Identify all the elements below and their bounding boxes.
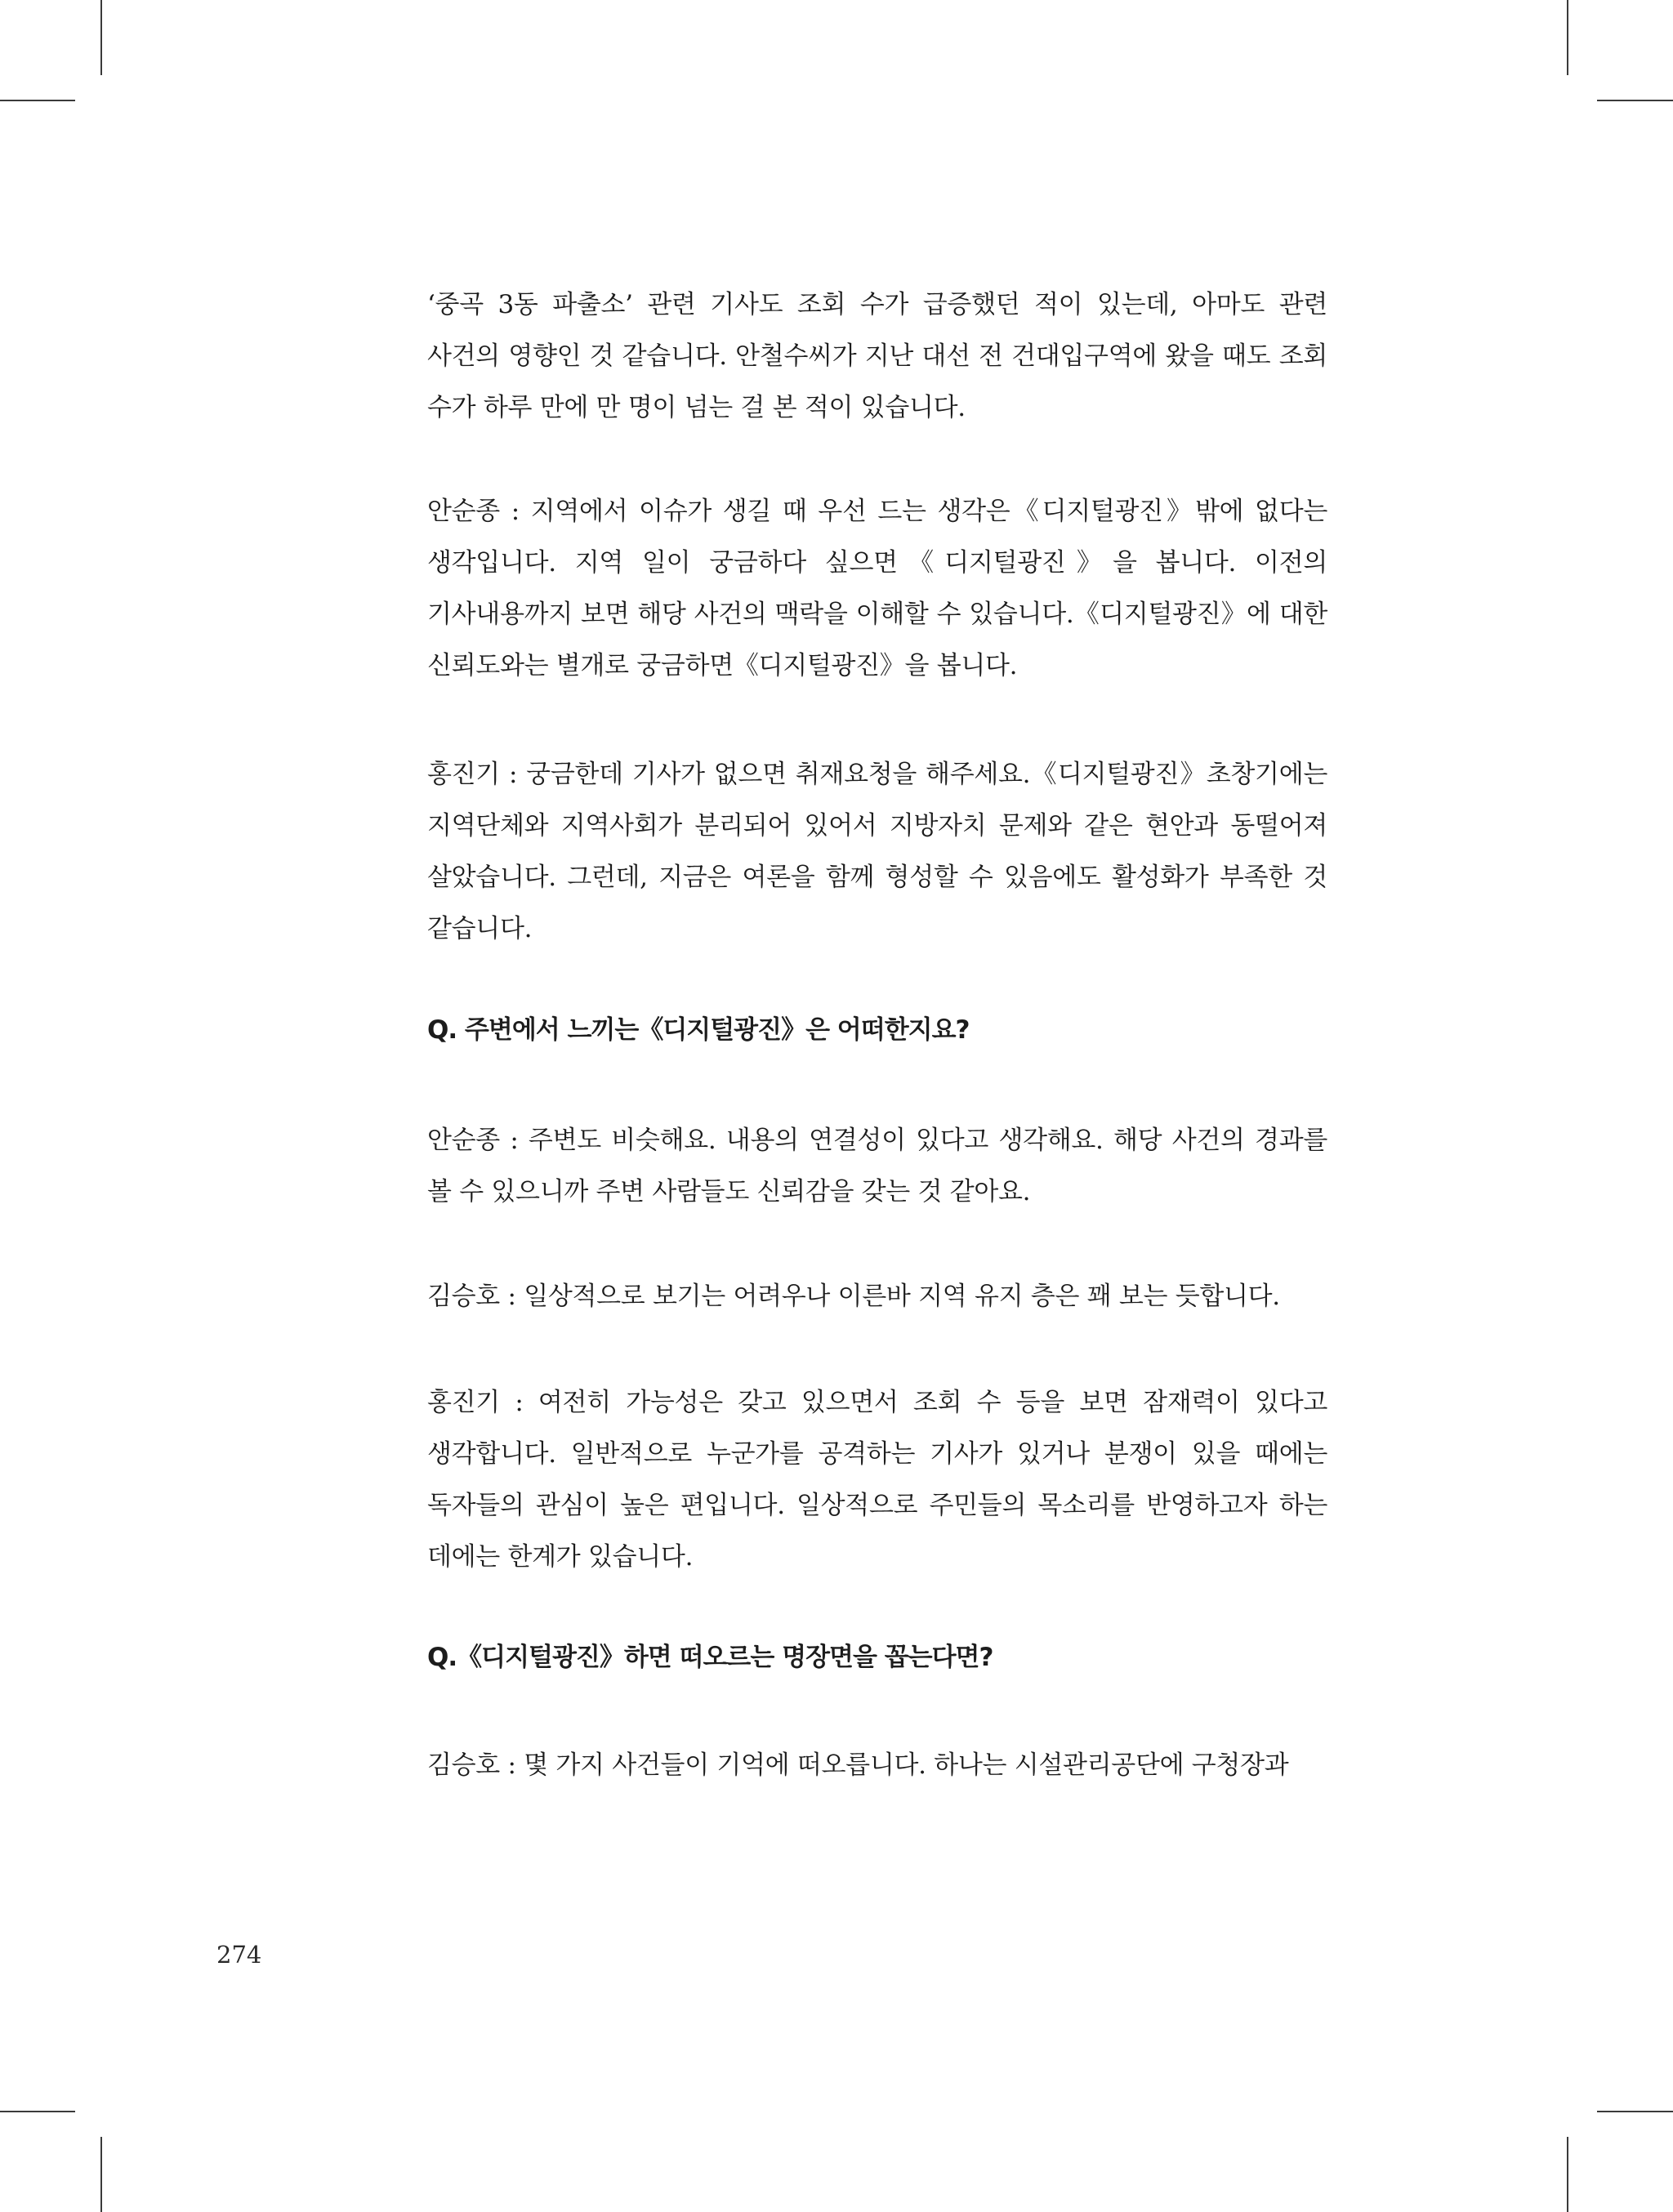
crop-mark-bottom-right-vertical	[1567, 2137, 1568, 2212]
crop-mark-bottom-right-horizontal	[1597, 2111, 1673, 2112]
paragraph-text: : 주변도 비슷해요. 내용의 연결성이 있다고 생각해요. 해당 사건의 경과를 볼 수 있으니까 주변 사람들도 신뢰감을 갖는 것 같아요.	[427, 1126, 1327, 1206]
crop-mark-top-right-horizontal	[1597, 100, 1673, 101]
crop-mark-bottom-left-vertical	[100, 2137, 102, 2212]
paragraph-text: ‘중곡 3동 파출소’ 관련 기사도 조회 수가 급증했던 적이 있는데, 아마도 관련 사건의 영향인 것 같습니다. 안철수씨가 지난 대선 전 건대입구역에 왔을 때도 조회 수가 하루 만에 만 명이 넘는 걸 본 적이 있습니다.	[427, 290, 1327, 422]
crop-mark-top-left-horizontal	[0, 100, 75, 101]
speaker-name: 김승호	[427, 1750, 500, 1780]
paragraph-speaker-kim-1	[427, 1271, 1327, 1322]
question-heading-1: Q. 주변에서 느끼는《디지털광진》은 어떠한지요?	[427, 1015, 970, 1045]
paragraph-speaker-hong-1	[427, 749, 1327, 955]
paragraph-text: : 지역에서 이슈가 생길 때 우선 드는 생각은《디지털광진》밖에 없다는 생각입니다. 지역 일이 궁금하다 싶으면《디지털광진》을 봅니다. 이전의 기사내용까지 보면 해당 사건의 맥락을 이해할 수 있습니다.《디지털광진》에 대한 신뢰도와는 별개로 궁금하면《디지털광진》을 봅니다.	[427, 497, 1327, 680]
crop-mark-top-right-vertical	[1567, 0, 1568, 75]
paragraph-text: : 궁금한데 기사가 없으면 취재요청을 해주세요.《디지털광진》초창기에는 지역단체와 지역사회가 분리되어 있어서 지방자치 문제와 같은 현안과 동떨어져 살았습니다. 그런데, 지금은 여론을 함께 형성할 수 있음에도 활성화가 부족한 것 같습니다.	[427, 760, 1327, 943]
page-number: 274	[216, 1941, 262, 1969]
paragraph-text: : 일상적으로 보기는 어려우나 이른바 지역 유지 층은 꽤 보는 듯합니다.	[499, 1282, 1280, 1311]
crop-mark-top-left-vertical	[100, 0, 102, 75]
paragraph-text: : 몇 가지 사건들이 기억에 떠오릅니다. 하나는 시설관리공단에 구청장과	[499, 1750, 1289, 1780]
question-heading-2: Q.《디지털광진》하면 떠오르는 명장면을 꼽는다면?	[427, 1643, 993, 1672]
paragraph-speaker-kim-2	[427, 1740, 1327, 1791]
paragraph-speaker-ahn-2	[427, 1115, 1327, 1218]
speaker-name: 홍진기	[427, 1388, 500, 1417]
speaker-name: 홍진기	[427, 760, 500, 789]
paragraph-text: : 여전히 가능성은 갖고 있으면서 조회 수 등을 보면 잠재력이 있다고 생각합니다. 일반적으로 누군가를 공격하는 기사가 있거나 분쟁이 있을 때에는 독자들의 관심이 높은 편입니다. 일상적으로 주민들의 목소리를 반영하고자 하는 데에는 한계가 있습니다.	[427, 1388, 1327, 1572]
speaker-name: 안순종	[427, 497, 500, 526]
paragraph-speaker-ahn-1	[427, 486, 1327, 692]
speaker-name: 안순종	[427, 1126, 500, 1155]
speaker-name: 김승호	[427, 1282, 500, 1311]
paragraph-continued	[427, 279, 1327, 434]
crop-mark-bottom-left-horizontal	[0, 2111, 75, 2112]
paragraph-speaker-hong-2	[427, 1377, 1327, 1583]
